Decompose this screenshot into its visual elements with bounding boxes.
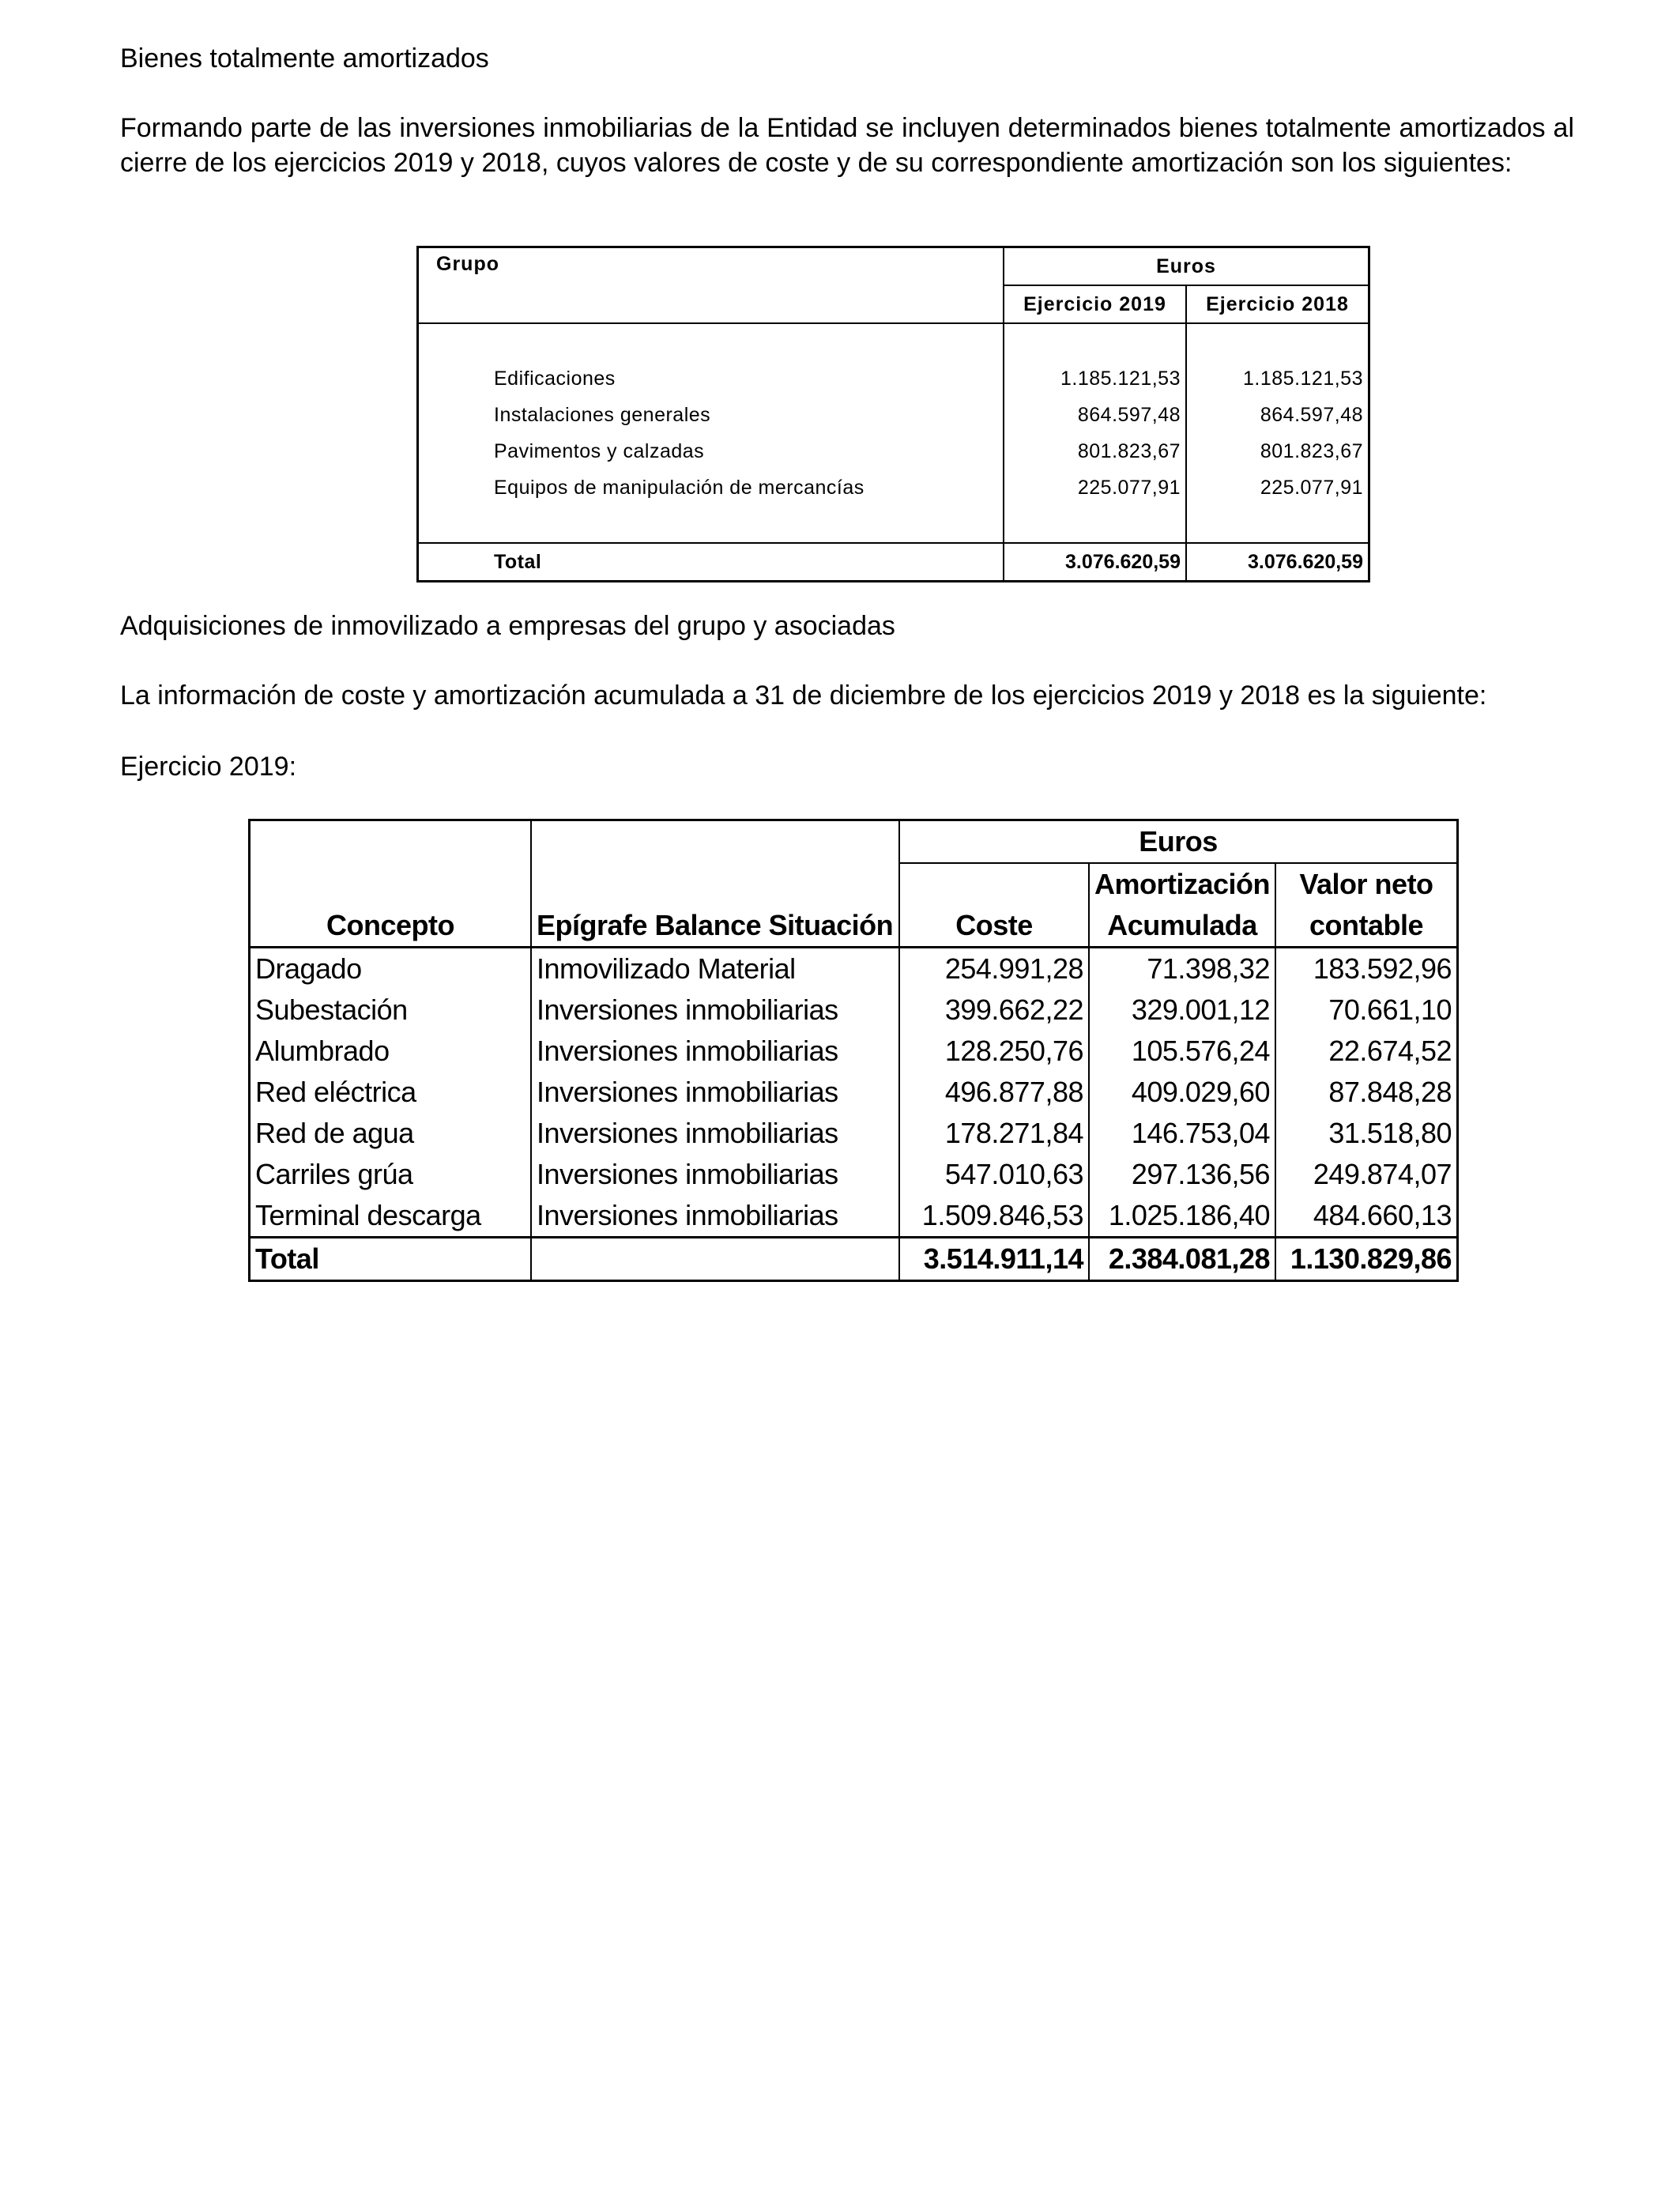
value-2018: 225.077,91 — [1186, 469, 1369, 506]
valor-neto-cell: 183.592,96 — [1275, 948, 1458, 990]
total-label: Total — [250, 1238, 532, 1281]
concepto-cell: Terminal descarga — [255, 1199, 481, 1231]
value-2018: 801.823,67 — [1186, 433, 1369, 469]
amortizacion-cell: 71.398,32 — [1089, 948, 1275, 990]
table-row — [250, 1154, 1458, 1195]
intro-paragraph: Formando parte de las inversiones inmobiliarias de la Entidad se incluyen determinados bienes totalmente amortizados al cierre de los ejercicios 2019 y 2018, cuyos valores de coste y de su correspondiente amortización son los siguientes: — [120, 113, 1574, 178]
epigrafe-cell: Inversiones inmobiliarias — [531, 1031, 899, 1072]
section-heading-bienes: Bienes totalmente amortizados — [120, 43, 489, 74]
coste-cell: 1.509.846,53 — [899, 1195, 1089, 1238]
valor-neto-cell: 70.661,10 — [1275, 990, 1458, 1031]
col-header-coste: Coste — [899, 905, 1089, 948]
valor-neto-cell: 484.660,13 — [1275, 1195, 1458, 1238]
table-row — [250, 948, 1458, 990]
value-2019: 864.597,48 — [1004, 397, 1186, 433]
table-row — [250, 1072, 1458, 1113]
value-2019: 1.185.121,53 — [1004, 360, 1186, 397]
row-label: Pavimentos y calzadas — [418, 433, 1004, 469]
table-row — [250, 1113, 1458, 1154]
value-2019: 225.077,91 — [1004, 469, 1186, 506]
concepto-cell: Alumbrado — [255, 1035, 390, 1067]
table-row — [250, 1031, 1458, 1072]
valor-neto-cell: 22.674,52 — [1275, 1031, 1458, 1072]
coste-cell: 496.877,88 — [899, 1072, 1089, 1113]
col-header-concepto: Concepto — [250, 905, 532, 948]
amortizacion-cell: 329.001,12 — [1089, 990, 1275, 1031]
valor-neto-cell: 31.518,80 — [1275, 1113, 1458, 1154]
epigrafe-cell: Inversiones inmobiliarias — [531, 1072, 899, 1113]
epigrafe-cell: Inversiones inmobiliarias — [531, 990, 899, 1031]
total-row — [250, 1238, 1458, 1281]
concepto-cell: Dragado — [255, 952, 362, 985]
table-row — [250, 990, 1458, 1031]
amortizacion-cell: 105.576,24 — [1089, 1031, 1275, 1072]
coste-cell: 128.250,76 — [899, 1031, 1089, 1072]
amortizacion-cell: 409.029,60 — [1089, 1072, 1275, 1113]
total-coste: 3.514.911,14 — [899, 1238, 1089, 1281]
total-row — [418, 543, 1369, 582]
coste-cell: 547.010,63 — [899, 1154, 1089, 1195]
col-header-valor-neto-line2: contable — [1275, 905, 1458, 948]
acquisitions-table — [248, 819, 1459, 1282]
fully-amortized-assets-table — [416, 246, 1370, 582]
value-2018: 1.185.121,53 — [1186, 360, 1369, 397]
table-row — [250, 1195, 1458, 1238]
table-row — [418, 397, 1369, 433]
total-2018: 3.076.620,59 — [1186, 543, 1369, 582]
epigrafe-cell: Inmovilizado Material — [531, 948, 899, 990]
amortizacion-cell: 297.136,56 — [1089, 1154, 1275, 1195]
row-label: Instalaciones generales — [418, 397, 1004, 433]
col-header-amortizacion-line1: Amortización — [1089, 863, 1275, 905]
info-paragraph: La información de coste y amortización acumulada a 31 de diciembre de los ejercicios 2019 y 2018 es la siguiente: — [120, 680, 1487, 711]
total-amortizacion: 2.384.081,28 — [1089, 1238, 1275, 1281]
col-header-amortizacion-line2: Acumulada — [1089, 905, 1275, 948]
amortizacion-cell: 1.025.186,40 — [1089, 1195, 1275, 1238]
concepto-cell: Red de agua — [255, 1117, 414, 1149]
group-header: Grupo — [418, 247, 1004, 324]
col-header-2018: Ejercicio 2018 — [1186, 285, 1369, 323]
coste-cell: 399.662,22 — [899, 990, 1089, 1031]
table-row — [418, 360, 1369, 397]
col-header-epigrafe: Epígrafe Balance Situación — [531, 905, 899, 948]
total-valor-neto: 1.130.829,86 — [1275, 1238, 1458, 1281]
row-label: Equipos de manipulación de mercancías — [418, 469, 1004, 506]
value-2019: 801.823,67 — [1004, 433, 1186, 469]
coste-cell: 254.991,28 — [899, 948, 1089, 990]
total-2019: 3.076.620,59 — [1004, 543, 1186, 582]
amortizacion-cell: 146.753,04 — [1089, 1113, 1275, 1154]
euros-header: Euros — [1004, 247, 1369, 286]
section-heading-adquisiciones: Adquisiciones de inmovilizado a empresas del grupo y asociadas — [120, 611, 895, 641]
epigrafe-cell: Inversiones inmobiliarias — [531, 1113, 899, 1154]
epigrafe-cell: Inversiones inmobiliarias — [531, 1195, 899, 1238]
subheading-ejercicio-2019: Ejercicio 2019: — [120, 752, 297, 782]
col-header-valor-neto-line1: Valor neto — [1275, 863, 1458, 905]
table-row — [418, 433, 1369, 469]
epigrafe-cell: Inversiones inmobiliarias — [531, 1154, 899, 1195]
concepto-cell: Red eléctrica — [255, 1076, 416, 1108]
concepto-cell: Subestación — [255, 993, 408, 1026]
concepto-cell: Carriles grúa — [255, 1158, 413, 1190]
table-row — [418, 469, 1369, 506]
total-label: Total — [418, 543, 1004, 582]
value-2018: 864.597,48 — [1186, 397, 1369, 433]
valor-neto-cell: 87.848,28 — [1275, 1072, 1458, 1113]
coste-cell: 178.271,84 — [899, 1113, 1089, 1154]
col-header-2019: Ejercicio 2019 — [1004, 285, 1186, 323]
row-label: Edificaciones — [418, 360, 1004, 397]
valor-neto-cell: 249.874,07 — [1275, 1154, 1458, 1195]
euros-header: Euros — [899, 820, 1458, 864]
